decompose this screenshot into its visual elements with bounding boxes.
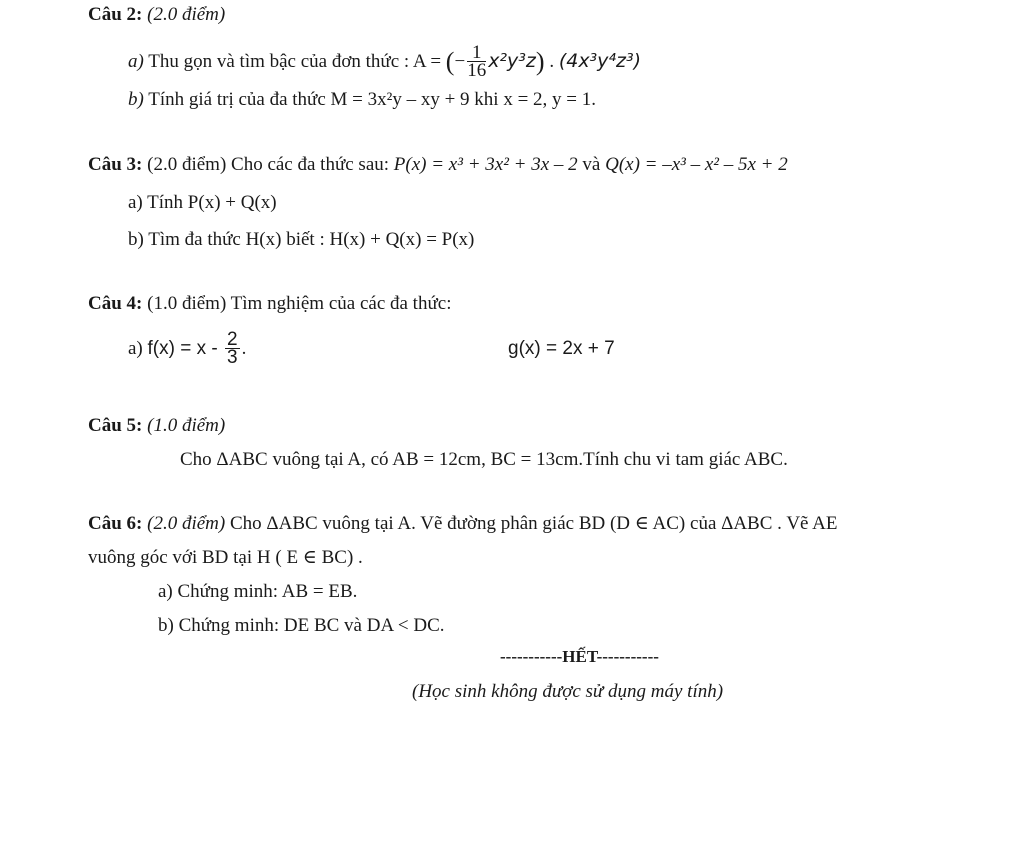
q4-header [88,292,451,316]
q4-heading: Câu 4: [88,293,143,314]
q3-part-a: a) Tính P(x) + Q(x) [128,192,277,213]
q5-heading: Câu 5: [88,415,143,436]
q4-f-fraction: $\frac{2}{3}$ [227,329,238,369]
q3-heading: Câu 3: [88,154,143,175]
q3-header [88,153,788,177]
q4-intro: (1.0 điểm) Tìm nghiệm của các đa thức: [147,293,452,314]
q2-a-fraction: $\frac{1}{16}$ [467,42,487,82]
q5-header [88,414,225,438]
q6-part-b: b) Chứng minh: DE BC và DA < DC. [158,615,445,636]
q2-a-marker: a) [128,51,144,72]
q6-part-a: a) Chứng minh: AB = EB. [158,581,358,602]
q2-points: (2.0 điểm) [147,4,226,25]
q2-part-a: a) Thu gọn và tìm bậc của đơn thức : A = (− $\frac{1}{16}$ x²y³z) . (4x³y⁴z³) [128,42,642,82]
footer-note: (Học sinh không được sử dụng máy tính) [412,681,724,702]
q3-intro: (2.0 điểm) Cho các đa thức sau: [147,154,390,175]
q2-a-monomial1: x²y³z [488,50,536,72]
q5-text: Cho ΔABC vuông tại A, có AB = 12cm, BC = 13cm.Tính chu vi tam giác ABC. [180,449,788,470]
end-marker: -----------HẾT----------- [500,647,659,666]
q2-a-text: Thu gọn và tìm bậc của đơn thức : A = [148,51,446,72]
q3-poly-p: P(x) = x³ + 3x² + 3x – 2 [393,154,578,175]
q3-part-b: b) Tìm đa thức H(x) biết : H(x) + Q(x) = P(x) [128,229,475,250]
q3-and: và [582,154,601,175]
q4-part-a: a) f(x) = x - $\frac{2}{3}$ . [128,329,247,369]
q6-line1: Cho ΔABC vuông tại A. Vẽ đường phân giác BD (D ∈ AC) của ΔABC . Vẽ AE [229,513,838,534]
q3-poly-q: Q(x) = –x³ – x² – 5x + 2 [605,154,788,175]
q2-a-neg: − [454,51,466,72]
q2-a-monomial2: (4x³y⁴z³) [558,50,642,72]
q6-points: (2.0 điểm) [147,513,226,534]
q2-part-b [128,88,596,112]
q2-header [88,3,225,27]
q2-b-text: Tính giá trị của đa thức M = 3x²y – xy + 9 khi x = 2, y = 1. [148,89,597,110]
q2-heading: Câu 2: [88,4,143,25]
q4-g: g(x) = 2x + 7 [508,338,615,359]
q6-heading: Câu 6: [88,513,143,534]
q4-a-marker: a) [128,338,143,359]
q4-f-left: f(x) = x - [147,338,223,359]
q6-header [88,512,838,536]
q5-points: (1.0 điểm) [147,415,226,436]
q2-b-marker: b) [128,89,144,110]
q6-line2: vuông góc với BD tại H ( E ∈ BC) . [88,547,363,568]
